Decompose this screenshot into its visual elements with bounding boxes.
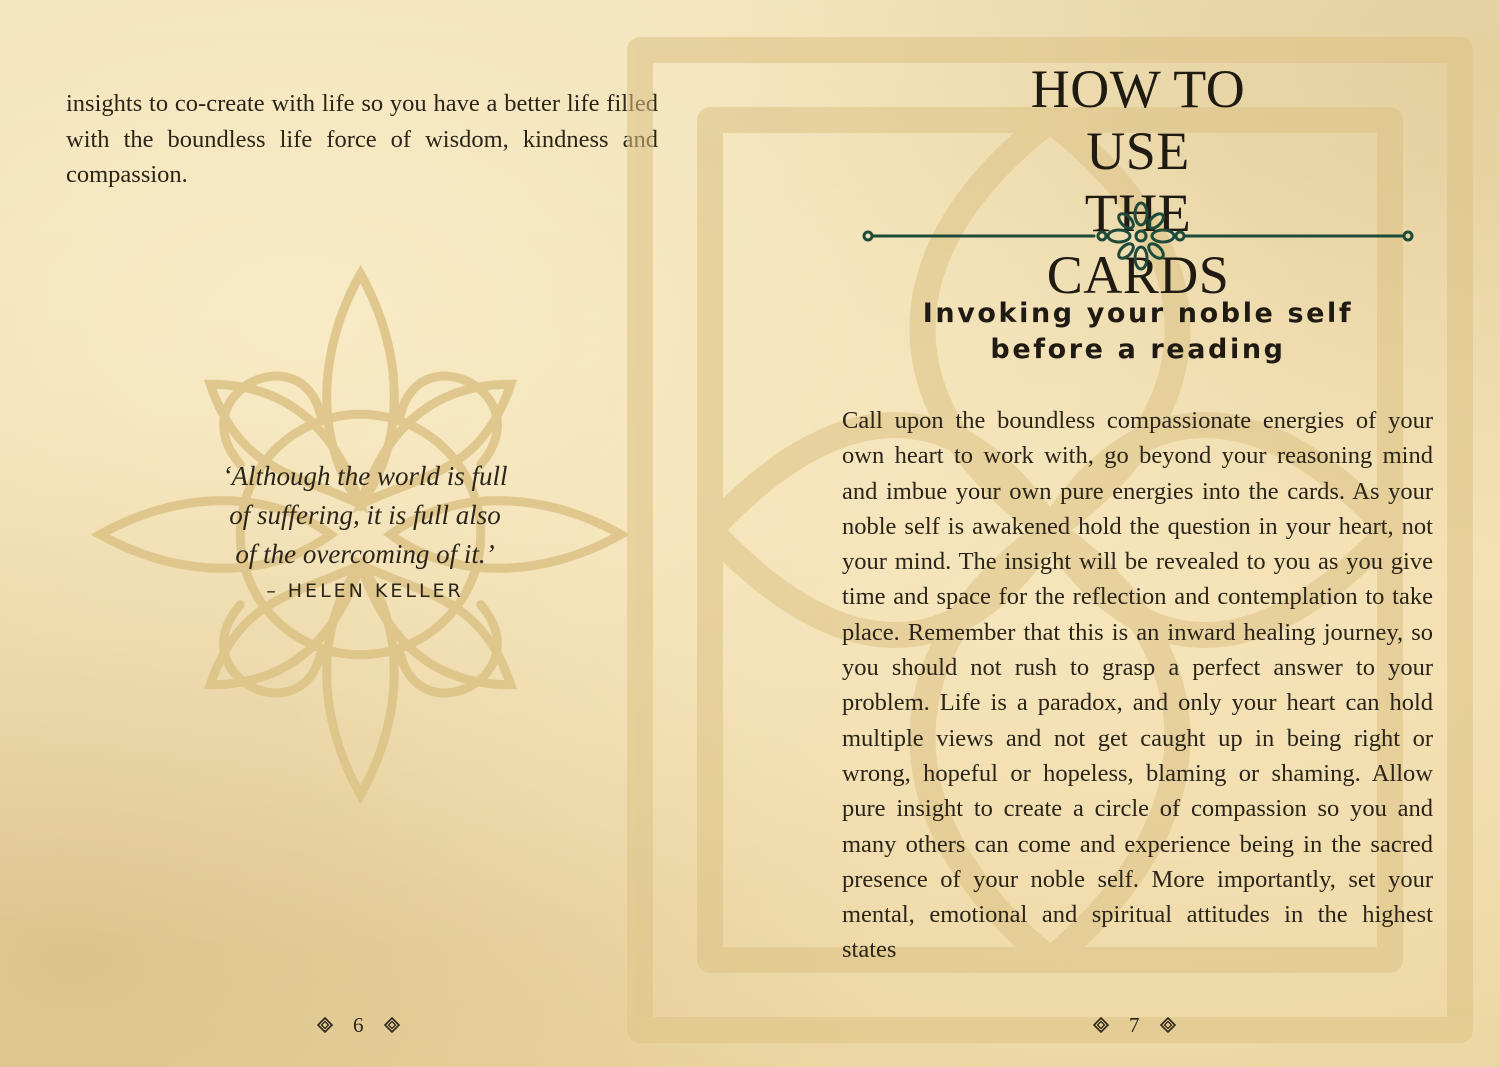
flourish-divider-icon <box>862 200 1414 272</box>
page-number-left <box>317 1010 400 1040</box>
subtitle-line: before a reading <box>990 333 1286 365</box>
quote-author: – HELEN KELLER <box>266 580 464 602</box>
title-line: HOW TO USE <box>1030 59 1246 181</box>
subtitle-line: Invoking your noble self <box>922 298 1354 329</box>
right-page <box>750 0 1500 1067</box>
quote-line: ‘Although the world is full <box>222 461 508 491</box>
diamond-ornament-icon <box>384 1017 400 1033</box>
page-number-right <box>1093 1010 1176 1040</box>
section-subtitle <box>838 296 1438 367</box>
diamond-ornament-icon <box>1160 1017 1176 1033</box>
left-page-body-text: insights to co-create with life so you have a better life filled with the boundless life force of wisdom, kindness and compassion. <box>66 90 658 188</box>
diamond-ornament-icon <box>1093 1017 1109 1033</box>
quote-block <box>160 457 570 604</box>
right-page-body-text: Call upon the boundless compassionate energies of your own heart to work with, go beyond your reasoning mind and imbue your own pure energies into the cards. As your noble self is awakened hold the question in your heart, not your mind. The insight will be revealed to you as you give time and space for the reflection and contemplation to take place. Remember that this is an inward healing journey, so you should not rush to grasp a perfect answer to your problem. Life is a paradox, and only your heart can hold multiple views and not get caught up in being right or wrong, hopeful or hopeless, blaming or shaming. Allow pure insight to create a circle of compassion so you and many others can come and experience being in the sacred presence of your noble self. More importantly, set your mental, emotional and spiritual attitudes in the highest states <box>842 407 1433 964</box>
title-line: THE CARDS <box>1046 183 1230 305</box>
quote-line: of the overcoming of it.’ <box>235 539 495 569</box>
diamond-ornament-icon <box>317 1017 333 1033</box>
page-number: 6 <box>353 1012 364 1037</box>
quote-line: of suffering, it is full also <box>229 500 501 530</box>
page-number: 7 <box>1129 1012 1140 1037</box>
